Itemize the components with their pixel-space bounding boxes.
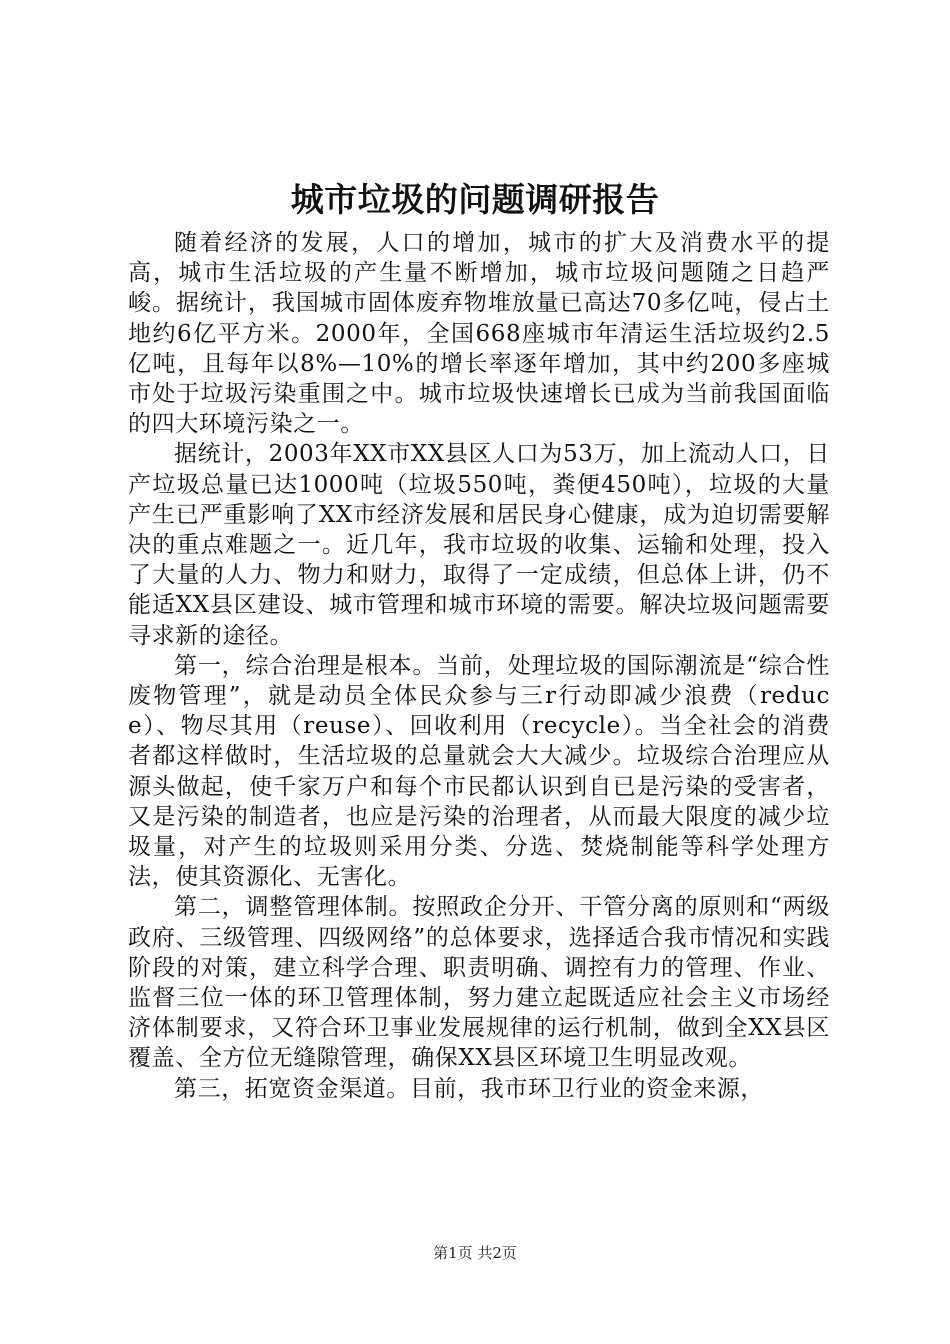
page-number-footer: 第1页 共2页 xyxy=(433,1244,517,1262)
document-title: 城市垃圾的问题调研报告 xyxy=(290,180,660,219)
paragraph-local-statistics: 据统计，2003年XX市XX县区人口为53万，加上流动人口，日产垃圾总量已达1000吨（垃圾550吨，粪便450吨），垃圾的大量产生已严重影响了XX市经济发展和居民身心健康，成为迫切需要解决的重点难题之一。近几年，我市垃圾的收集、运输和处理，投入了大量的人力、物力和财力，取得了一定成绩，但总体上讲，仍不能适XX县区建设、城市管理和城市环境的需要。解决垃圾问题需要寻求新的途径。 xyxy=(128,441,830,649)
document-body xyxy=(128,228,830,1104)
paragraph-point-two: 第二，调整管理体制。按照政企分开、干管分离的原则和“两级政府、三级管理、四级网络”的总体要求，选择适合我市情况和实践阶段的对策，建立科学合理、职责明确、调控有力的管理、作业、监督三位一体的环卫管理体制，努力建立起既适应社会主义市场经济体制要求，又符合环卫事业发展规律的运行机制，做到全XX县区覆盖、全方位无缝隙管理，确保XX县区环境卫生明显改观。 xyxy=(128,894,830,1072)
paragraph-point-one: 第一，综合治理是根本。当前，处理垃圾的国际潮流是“综合性废物管理”，就是动员全体民众参与三r行动即减少浪费（reduce）、物尽其用（reuse）、回收利用（recycle）。当全社会的消费者都这样做时，生活垃圾的总量就会大大减少。垃圾综合治理应从源头做起，使千家万户和每个市民都认识到自已是污染的受害者，又是污染的制造者，也应是污染的治理者，从而最大限度的减少垃圾量，对产生的垃圾则采用分类、分选、焚烧制能等科学处理方法，使其资源化、无害化。 xyxy=(128,652,830,891)
paragraph-intro: 随着经济的发展，人口的增加，城市的扩大及消费水平的提高，城市生活垃圾的产生量不断增加，城市垃圾问题随之日趋严峻。据统计，我国城市固体废弃物堆放量已高达70多亿吨，侵占土地约6亿平方米。2000年，全国668座城市年清运生活垃圾约2.5亿吨，且每年以8%—10%的增长率逐年增加，其中约200多座城市处于垃圾污染重围之中。城市垃圾快速增长已成为当前我国面临的四大环境污染之一。 xyxy=(128,230,830,438)
paragraph-point-three: 第三，拓宽资金渠道。目前，我市环卫行业的资金来源， xyxy=(174,1075,764,1102)
